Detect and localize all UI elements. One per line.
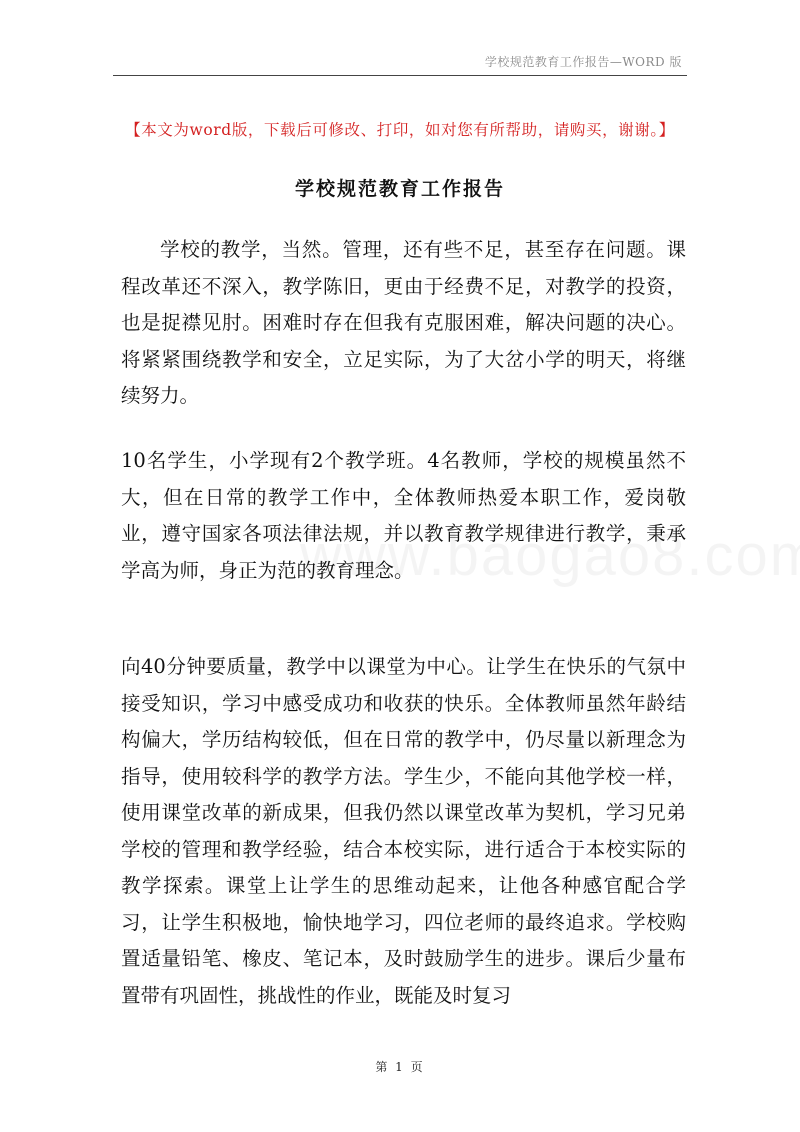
purchase-notice: 【本文为word版，下载后可修改、打印，如对您有所帮助，请购买，谢谢。】	[125, 121, 675, 139]
paragraph-1: 学校的教学，当然。管理，还有些不足，甚至存在问题。课程改革还不深入，教学陈旧，更由于经费不足，对教学的投资，也是捉襟见肘。困难时存在但我有克服困难，解决问题的决心。将紧紧围绕教学和安全，立足实际，为了大岔小学的明天，将继续努力。	[121, 238, 686, 407]
paragraph-3: 向40分钟要质量，教学中以课堂为中心。让学生在快乐的气氛中接受知识，学习中感受成功和收获的快乐。全体教师虽然年龄结构偏大，学历结构较低，但在日常的教学中，仍尽量以新理念为指导，使用较科学的教学方法。学生少，不能向其他学校一样，使用课堂改革的新成果，但我仍然以课堂改革为契机，学习兄弟学校的管理和教学经验，结合本校实际，进行适合于本校实际的教学探索。课堂上让学生的思维动起来，让他各种感官配合学习，让学生积极地，愉快地学习，四位老师的最终追求。学校购置适量铅笔、橡皮、笔记本，及时鼓励学生的进步。课后少量布置带有巩固性，挑战性的作业，既能及时复习	[121, 655, 686, 1007]
header-divider	[113, 75, 687, 76]
paragraph-2: 10名学生，小学现有2个教学班。4名教师，学校的规模虽然不大，但在日常的教学工作中，全体教师热爱本职工作，爱岗敬业，遵守国家各项法律法规，并以教育教学规律进行教学，秉承学高为师，身正为范的教育理念。	[121, 449, 686, 582]
document-title: 学校规范教育工作报告	[294, 178, 505, 200]
running-header: 学校规范教育工作报告—WORD 版	[484, 55, 682, 69]
page-number: 第 1 页	[375, 1060, 425, 1074]
